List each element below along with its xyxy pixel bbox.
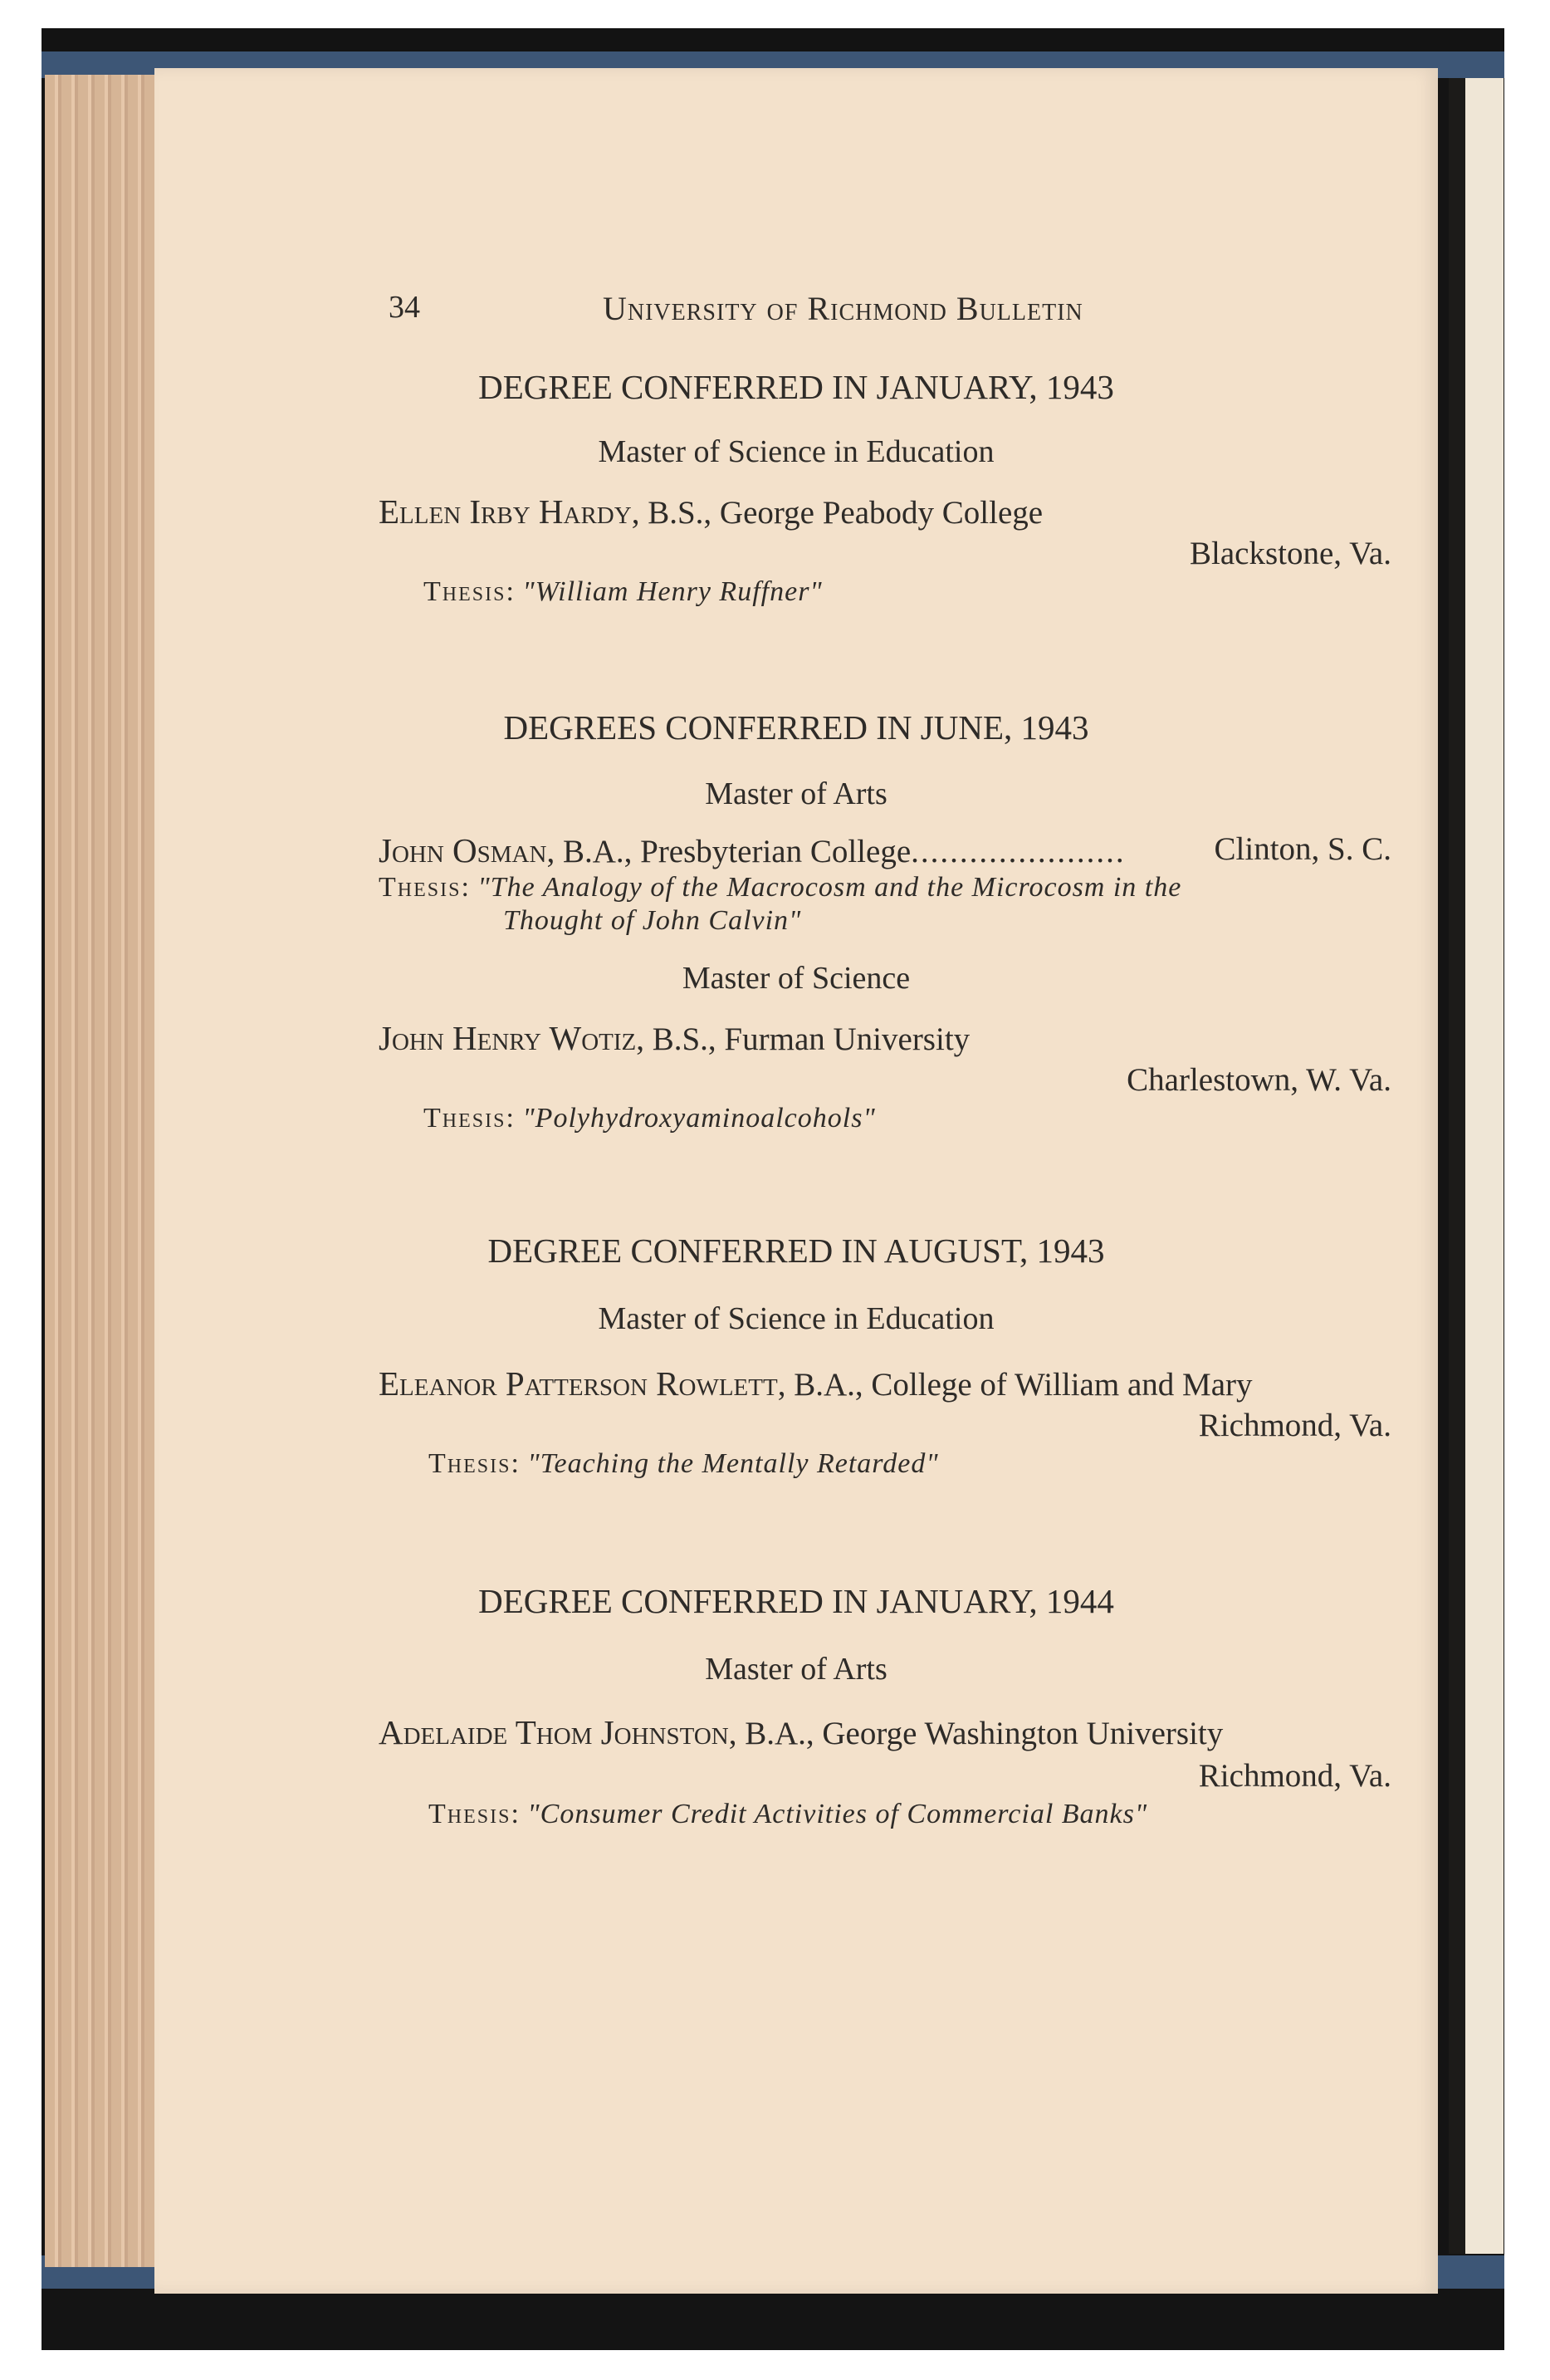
graduate-hometown: Richmond, Va. — [1198, 1408, 1391, 1443]
graduate-credential: , B.S., Furman University — [636, 1021, 971, 1057]
graduate-entry — [379, 1364, 1253, 1403]
right-board — [1449, 78, 1504, 2254]
thesis-line — [428, 1799, 1147, 1830]
graduate-name: John Henry Wotiz — [379, 1019, 637, 1057]
thesis-line — [423, 1103, 876, 1134]
graduate-entry — [379, 1712, 1223, 1752]
degree-heading: Master of Science in Education — [598, 434, 995, 469]
page-number: 34 — [389, 290, 420, 325]
thesis-title: "Polyhydroxyaminoalcohols" — [522, 1103, 876, 1134]
thesis-line — [379, 872, 1181, 904]
section-heading: DEGREE CONFERRED IN JANUARY, 1943 — [478, 368, 1114, 406]
graduate-credential: , B.S., George Peabody College — [631, 495, 1044, 531]
graduate-hometown: Blackstone, Va. — [1190, 536, 1391, 571]
graduate-credential: , B.A., College of William and Mary — [777, 1367, 1253, 1403]
dot-leader: ...................... — [911, 834, 1126, 869]
graduate-entry — [379, 492, 1043, 531]
bulletin-page — [154, 68, 1438, 2294]
graduate-entry — [379, 830, 1126, 870]
graduate-hometown: Charlestown, W. Va. — [1127, 1062, 1391, 1098]
thesis-title: "Teaching the Mentally Retarded" — [527, 1448, 939, 1479]
section-heading: DEGREES CONFERRED IN JUNE, 1943 — [503, 708, 1089, 747]
degree-heading: Master of Arts — [705, 1652, 887, 1687]
degree-heading: Master of Arts — [705, 776, 887, 811]
thesis-line — [423, 576, 823, 608]
thesis-title: "Consumer Credit Activities of Commercial Banks" — [527, 1799, 1148, 1829]
thesis-label: Thesis: — [428, 1799, 521, 1829]
degree-heading: Master of Science in Education — [598, 1301, 995, 1336]
graduate-hometown: Clinton, S. C. — [1214, 831, 1391, 867]
degree-heading: Master of Science — [682, 961, 911, 996]
thesis-label: Thesis: — [428, 1448, 521, 1479]
section-heading: DEGREE CONFERRED IN AUGUST, 1943 — [487, 1232, 1105, 1270]
thesis-title: "William Henry Ruffner" — [522, 576, 823, 607]
thesis-label: Thesis: — [379, 872, 471, 903]
graduate-name: Adelaide Thom Johnston — [379, 1713, 729, 1751]
thesis-label: Thesis: — [423, 1103, 516, 1134]
graduate-credential: , B.A., Presbyterian College — [546, 834, 912, 869]
graduate-name: John Osman — [379, 831, 547, 869]
page-stack-edges — [45, 75, 169, 2267]
thesis-label: Thesis: — [423, 576, 516, 607]
graduate-name: Ellen Irby Hardy — [379, 492, 632, 531]
section-heading: DEGREE CONFERRED IN JANUARY, 1944 — [478, 1582, 1114, 1620]
thesis-title: "The Analogy of the Macrocosm and the Microcosm in the — [477, 872, 1182, 903]
running-title: University of Richmond Bulletin — [603, 290, 1083, 327]
graduate-name: Eleanor Patterson Rowlett — [379, 1364, 778, 1403]
graduate-credential: , B.A., George Washington University — [728, 1716, 1224, 1751]
graduate-entry — [379, 1018, 970, 1058]
thesis-title-continued: Thought of John Calvin" — [503, 905, 802, 936]
graduate-hometown: Richmond, Va. — [1198, 1758, 1391, 1794]
thesis-line — [428, 1448, 939, 1480]
thesis-line-continued — [503, 905, 801, 937]
